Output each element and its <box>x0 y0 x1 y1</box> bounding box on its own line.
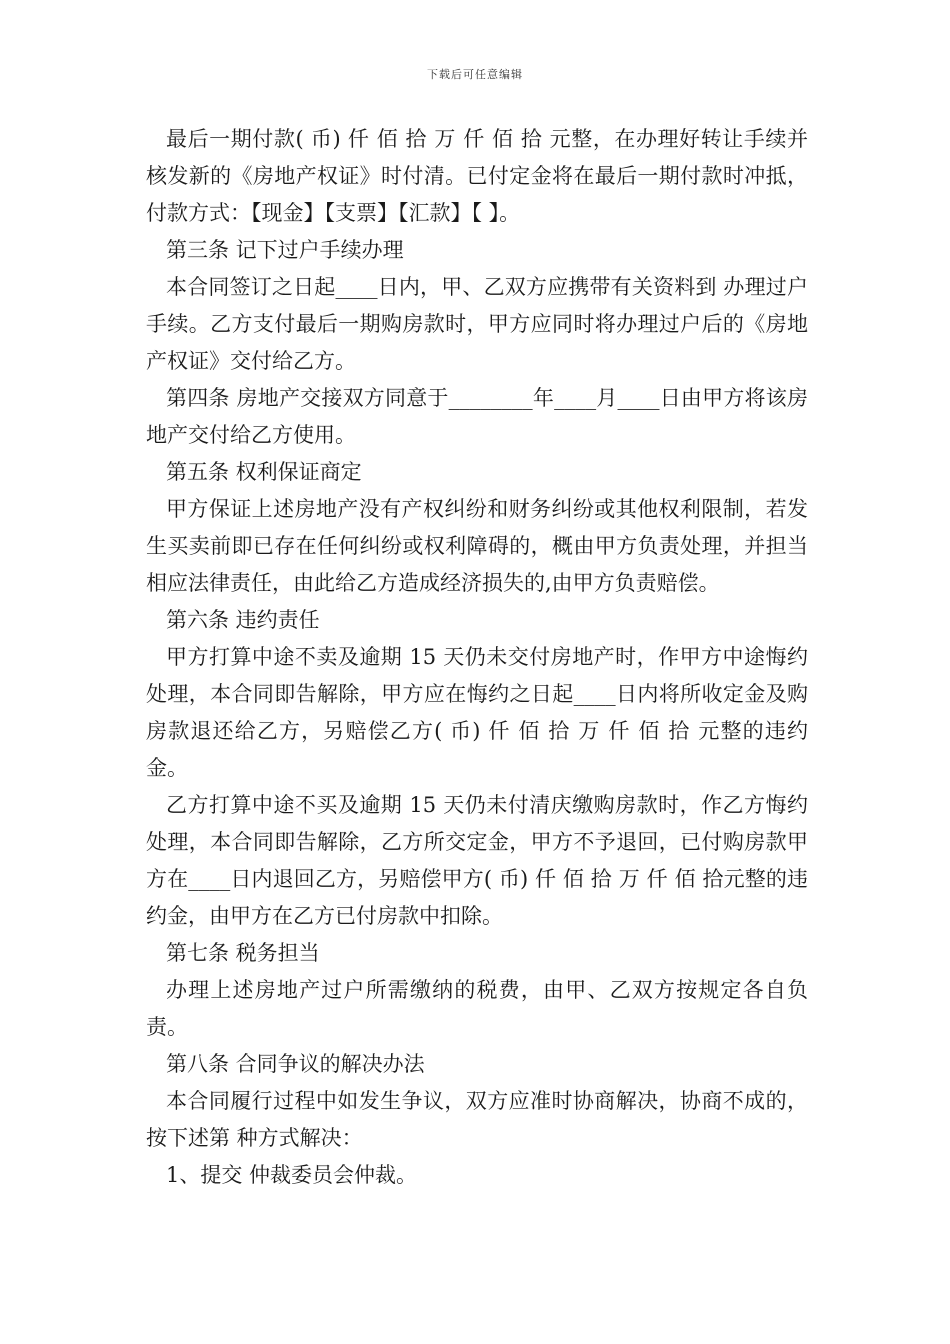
paragraph-taxes: 办理上述房地产过户所需缴纳的税费，由甲、乙双方按规定各自负责。 <box>146 978 808 1039</box>
paragraph-rights-guarantee: 甲方保证上述房地产没有产权纠纷和财务纠纷或其他权利限制，若发生买卖前即已存在任何纠纷或权利障碍的，概由甲方负责处理，并担当相应法律责任，由此给乙方造成经济损失的,由甲方负责赔偿。 <box>146 497 808 595</box>
document-body <box>146 121 808 1194</box>
list-item-arbitration: 1、提交 仲裁委员会仲裁。 <box>166 1163 418 1187</box>
paragraph-party-b-breach: 乙方打算中途不买及逾期 15 天仍未付清庆缴购房款时，作乙方悔约处理，本合同即告解除，乙方所交定金，甲方不予退回，已付购房款甲方在____日内退回乙方，另赔偿甲方( 币) 仟 佰 拾 万 仟 佰 拾元整的违约金，由甲方在乙方已付房款中扣除。 <box>146 793 808 928</box>
paragraph-dispute-resolution: 本合同履行过程中如发生争议，双方应准时协商解决，协商不成的，按下述第 种方式解决： <box>146 1089 808 1150</box>
article-3-heading: 第三条 记下过户手续办理 <box>166 238 404 262</box>
page-header-note: 下载后可任意编辑 <box>427 68 523 81</box>
article-8-heading: 第八条 合同争议的解决办法 <box>166 1052 425 1076</box>
article-6-heading: 第六条 违约责任 <box>166 608 320 632</box>
paragraph-party-a-breach: 甲方打算中途不卖及逾期 15 天仍未交付房地产时，作甲方中途悔约处理，本合同即告解除，甲方应在悔约之日起____日内将所收定金及购房款退还给乙方，另赔偿乙方( 币) 仟 佰 拾 万 仟 佰 拾 元整的违约金。 <box>146 645 808 780</box>
paragraph-transfer-procedure: 本合同签订之日起____日内，甲、乙双方应携带有关资料到 办理过户手续。乙方支付最后一期购房款时，甲方应同时将办理过户后的《房地产权证》交付给乙方。 <box>146 275 808 373</box>
paragraph-final-payment: 最后一期付款( 币) 仟 佰 拾 万 仟 佰 拾 元整，在办理好转让手续并核发新的《房地产权证》时付清。已付定金将在最后一期付款时冲抵，付款方式：【现金】【支票】【汇款】【 】。 <box>146 127 808 225</box>
article-4-paragraph: 第四条 房地产交接双方同意于________年____月____日由甲方将该房地产交付给乙方使用。 <box>146 386 808 447</box>
article-7-heading: 第七条 税务担当 <box>166 941 320 965</box>
article-5-heading: 第五条 权利保证商定 <box>166 460 362 484</box>
